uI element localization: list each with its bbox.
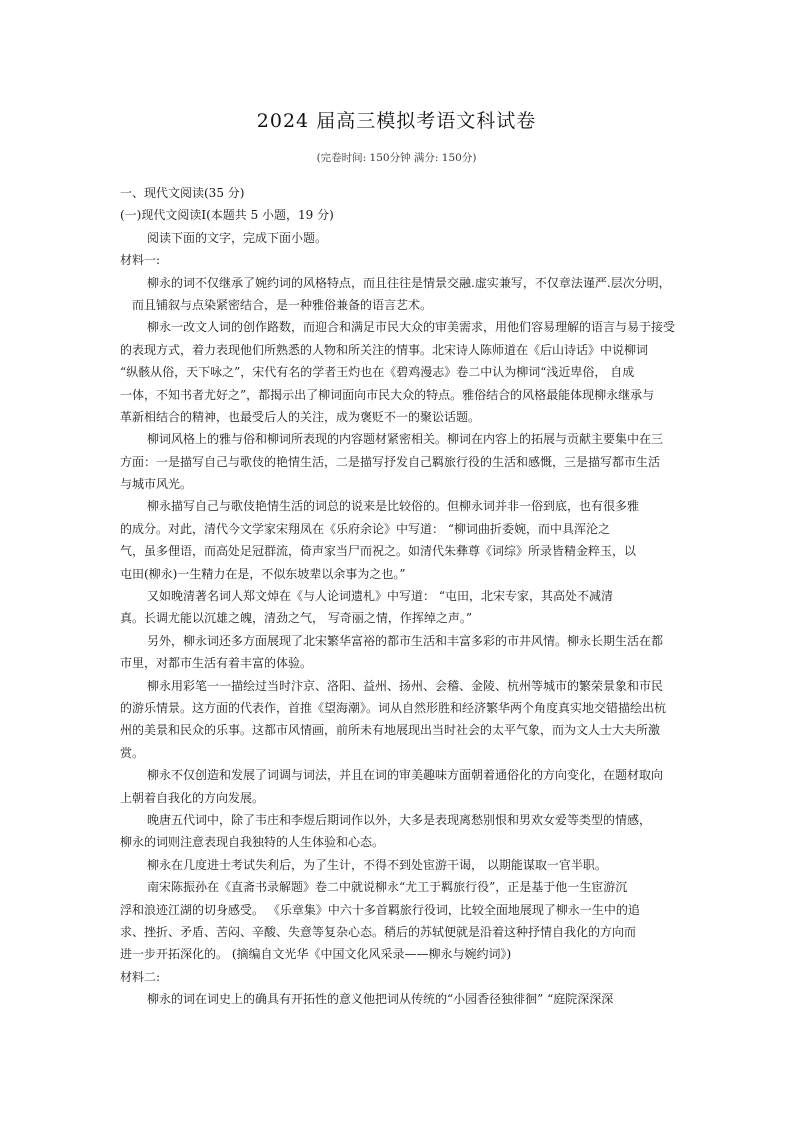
text-line: 晚唐五代词中，除了韦庄和李煜后期词作以外，大多是表现离愁别恨和男欢女爱等类型的情感，: [147, 812, 652, 827]
text-line: 屯田(柳永)一生精力在是，不似东坡辈以余事为之也。”: [120, 566, 406, 581]
text-line: 市里，对都市生活有着丰富的体验。: [120, 656, 313, 671]
text-line: 真。长调尤能以沉雄之魄，清劲之气， 写奇丽之情，作挥绰之声。”: [120, 611, 472, 626]
text-line: 柳永不仅创造和发展了词调与词法，并且在词的审美趣味方面朝着通俗化的方向变化，在题材取向: [147, 768, 664, 783]
text-line: 柳永描写自己与歌伎艳情生活的词总的说来是比较俗的。但柳永词并非一俗到底，也有很多雅: [147, 499, 640, 514]
text-line: 柳永的词不仅继承了婉约词的风格特点，而且往往是情景交融.虚实兼写，不仅章法谨严.层次分明，: [147, 275, 671, 290]
text-line: 进一步开拓深化的。 (摘编自文光华《中国文化风采录——柳永与婉约词》): [120, 947, 512, 962]
text-line: 与城市风光。: [120, 477, 193, 492]
text-line: 州的美景和民众的乐事。这都市风情画，前所未有地展现出当时社会的太平气象，而为文人士大夫所激: [120, 723, 661, 738]
text-line: 方面：一是描写自己与歌伎的艳情生活，二是描写抒发自己羁旅行役的生活和感慨，三是描写都市生活: [120, 454, 661, 469]
text-line: 柳永的词则注意表现自我独特的人生体验和心态。: [120, 835, 385, 850]
text-line: “纵骸从俗，天下咏之”，宋代有名的学者王灼也在《碧鸡漫志》卷二中认为柳词“浅近卑俗， 自成: [120, 365, 635, 380]
text-line: 南宋陈振孙在《直斋书录解题》卷二中就说柳永“尤工于羁旅行役”，正是基于他一生宦游沉: [147, 880, 628, 895]
text-line: 柳永一改文人词的创作路数，而迎合和满足市民大众的审美需求，用他们容易理解的语言与易于接受: [147, 320, 676, 335]
text-line: 一、现代文阅读(35 分): [120, 186, 245, 200]
text-line: 求、挫折、矛盾、苦闷、辛酸、失意等复杂心态。稍后的苏轼便就是沿着这种抒情自我化的方向而: [120, 924, 637, 939]
text-line: 上朝着自我化的方向发展。: [120, 790, 265, 805]
text-line: 柳词风格上的雅与俗和柳词所表现的内容题材紧密相关。柳词在内容上的拓展与贡献主要集中在三: [147, 432, 664, 447]
text-line: 浮和浪迹江湖的切身感受。 《乐章集》中六十多首羁旅行役词，比较全面地展现了柳永一生中的追: [120, 902, 640, 917]
text-line: 柳永用彩笔一一描绘过当时汴京、洛阳、益州、扬州、会稽、金陵、杭州等城市的繁荣景象和市民: [147, 678, 664, 693]
text-line: 赏。: [120, 745, 145, 760]
text-line: 而且铺叙与点染紧密结合，是一种雅俗兼备的语言艺术。: [132, 297, 433, 312]
text-line: 另外，柳永词还多方面展现了北宋繁华富裕的都市生活和丰富多彩的市井风情。柳永长期生活在都: [147, 633, 664, 648]
text-line: 材料二:: [120, 969, 161, 984]
text-line: 柳永的词在词史上的确具有开拓性的意义他把词从传统的“小园香径独徘徊” “庭院深深深: [147, 992, 614, 1007]
text-line: 柳永在几度进士考试失利后，为了生计，不得不到处宦游干谒， 以期能谋取一官半职。: [147, 857, 607, 872]
text-line: 气，虽多俚语，而高处足冠群流，倚声家当尸而祝之。如清代朱彝尊《词综》所录皆精金粹玉，以: [120, 544, 637, 559]
text-line: 革新相结合的精神，也最受后人的关注，成为褒贬不一的聚讼话题。: [120, 409, 481, 424]
text-line: 材料一:: [120, 253, 161, 268]
exam-subtitle: (完卷时间: 150分钟 满分: 150分): [316, 152, 477, 164]
exam-title: 2024 届高三模拟考语文科试卷: [256, 110, 537, 132]
text-line: 阅读下面的文字，完成下面小题。: [147, 230, 328, 245]
text-line: 的游乐情景。这方面的代表作，首推《望海潮》。词从自然形胜和经济繁华两个角度真实地交错描绘出杭: [120, 700, 667, 715]
document-body: [120, 182, 680, 1010]
text-line: 的表现方式，着力表现他们所熟悉的人物和所关注的情事。北宋诗人陈师道在《后山诗话》中说柳词: [120, 342, 649, 357]
text-line: (一)现代文阅读Ⅰ(本题共 5 小题，19 分): [120, 208, 334, 223]
text-line: 的成分。对此，清代今文学家宋翔凤在《乐府余论》中写道： “柳词曲折委婉，而中具浑沦之: [120, 521, 610, 536]
text-line: 一体，不知书者尤好之”，都揭示出了柳词面向市民大众的特点。雅俗结合的风格最能体现柳永继承与: [120, 387, 655, 402]
text-line: 又如晚清著名词人郑文焯在《与人论词遗札》中写道： “屯田，北宋专家，其高处不减清: [147, 589, 613, 604]
